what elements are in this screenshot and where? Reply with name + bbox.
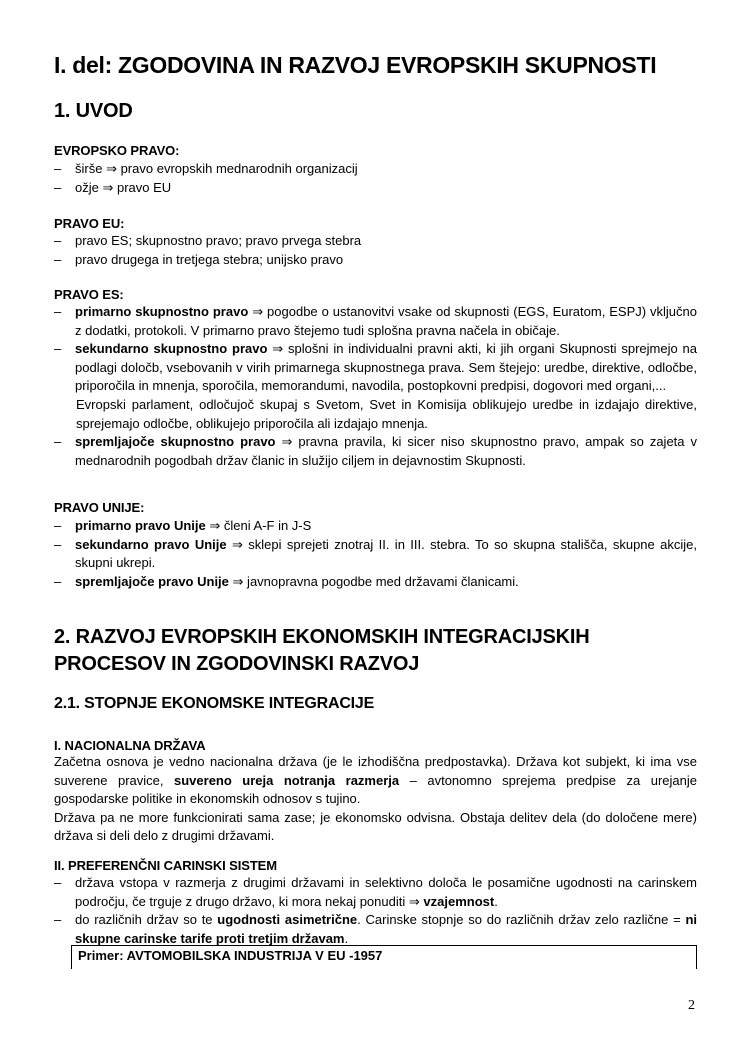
section-1-heading: 1. UVOD [54,100,133,122]
list-item: – sekundarno pravo Unije ⇒ sklepi sprejeti znotraj II. in III. stebra. To so skupna stališča, skupne akcije, skupni ukrepi. [54,536,697,571]
pravo-es-list [54,303,697,470]
arrow-icon: ⇒ [408,893,420,909]
pravo-unije-list [54,517,697,591]
list-item: – do različnih držav so te ugodnosti asimetrične. Carinske stopnje so do različnih držav zelo različne = ni skupne carinske tarife proti tretjim državam. [54,912,697,946]
section-2-heading: 2. RAZVOJ EVROPSKIH EKONOMSKIH INTEGRACIJSKIH PROCESOV IN ZGODOVINSKI RAZVOJ [54,626,590,675]
evropsko-pravo-heading: EVROPSKO PRAVO: [54,143,180,158]
preferencni-sistem-heading: II. PREFERENČNI CARINSKI SISTEM [54,858,277,873]
dash-bullet: – [54,304,62,319]
list-item: – primarno skupnostno pravo ⇒ pogodbe o ustanovitvi vsake od skupnosti (EGS, Euratom, ESPJ) vključno z dodatki, protokoli. V primarno pravo štejemo tudi splošna pravna načela in običaje. [54,304,697,338]
list-note: Evropski parlament, odločujoč skupaj s Svetom, Svet in Komisija oblikujejo uredbe in izdajajo direktive, sprejemajo odločbe, oblikujejo priporočila ali izdajajo mnenja. [76,396,697,431]
arrow-icon: ⇒ [102,179,114,195]
dash-bullet: – [54,233,62,248]
dash-bullet: – [54,341,62,357]
pravo-eu-heading: PRAVO EU: [54,216,125,231]
list-item: – spremljajoče skupnostno pravo ⇒ pravna pravila, ki sicer niso skupnostno pravo, ampak so zajeta v mednarodnih pogodbah držav članic in služijo ciljem in dejavnostim Skupnosti. [54,434,697,468]
list-item: – spremljajoče pravo Unije ⇒ javnopravna pogodbe med državami članicami. [54,573,697,592]
paragraph: Država pa ne more funkcionirati sama zase; je ekonomsko odvisna. Obstaja delitev dela (do določene mere) država si deli delo z drugimi državami. [54,809,697,844]
arrow-icon: ⇒ [232,536,243,552]
nacionalna-drzava-text [54,753,697,846]
list-item: – širše ⇒ pravo evropskih mednarodnih organizacij [54,160,697,179]
page-number: 2 [688,998,695,1013]
paragraph: Začetna osnova je vedno nacionalna država (je le izhodiščna predpostavka). Država kot subjekt, ki ima vse suverene pravice, suvereno ureja notranja razmerja – avtonomno sprejema predpise za urejanje gospodarske politike in ekonomskih odnosov s tujino. [54,754,697,807]
list-item: – primarno pravo Unije ⇒ členi A-F in J-S [54,517,697,536]
dash-bullet: – [54,251,62,267]
pravo-es-heading: PRAVO ES: [54,287,124,302]
example-box: Primer: AVTOMOBILSKA INDUSTRIJA V EU -1957 [71,945,697,969]
preferencni-sistem-list [54,874,697,948]
document-title: I. del: ZGODOVINA IN RAZVOJ EVROPSKIH SKUPNOSTI [54,52,657,78]
arrow-icon: ⇒ [252,304,264,319]
dash-bullet: – [54,875,62,890]
dash-bullet: – [54,434,62,450]
list-item: – sekundarno skupnostno pravo ⇒ splošni in individualni pravni akti, ki jih organi Skupnosti sprejmejo na podlagi določb, vsebovanih v virih primarnega skupnostnega prava. Sem štejejo: uredbe, direktive, odločbe, priporočila in mnenja, sporočila, memorandumi, navodila, postopkovni predpisi, dogovori med organi,... [54,341,697,394]
arrow-icon: ⇒ [232,573,244,589]
list-item: – pravo drugega in tretjega stebra; unijsko pravo [54,251,697,270]
dash-bullet: – [54,161,62,176]
arrow-icon: ⇒ [272,341,284,357]
list-item: – ožje ⇒ pravo EU [54,179,697,198]
section-2-1-heading: 2.1. STOPNJE EKONOMSKE INTEGRACIJE [54,695,375,712]
evropsko-pravo-list [54,160,697,197]
dash-bullet: – [54,518,62,533]
arrow-icon: ⇒ [106,161,117,176]
dash-bullet: – [54,573,62,589]
nacionalna-drzava-heading: I. NACIONALNA DRŽAVA [54,738,206,753]
dash-bullet: – [54,912,62,928]
dash-bullet: – [54,536,62,552]
arrow-icon: ⇒ [281,434,293,450]
pravo-unije-heading: PRAVO UNIJE: [54,500,145,515]
arrow-icon: ⇒ [209,518,221,533]
dash-bullet: – [54,179,62,195]
list-item: – država vstopa v razmerja z drugimi državami in selektivno določa le posamične ugodnosti na carinskem področju, če trguje z drugo državo, ki mora nekaj ponuditi ⇒ vzajemnost. [54,875,697,909]
pravo-eu-list [54,232,697,269]
list-item: – pravo ES; skupnostno pravo; pravo prvega stebra [54,232,697,251]
